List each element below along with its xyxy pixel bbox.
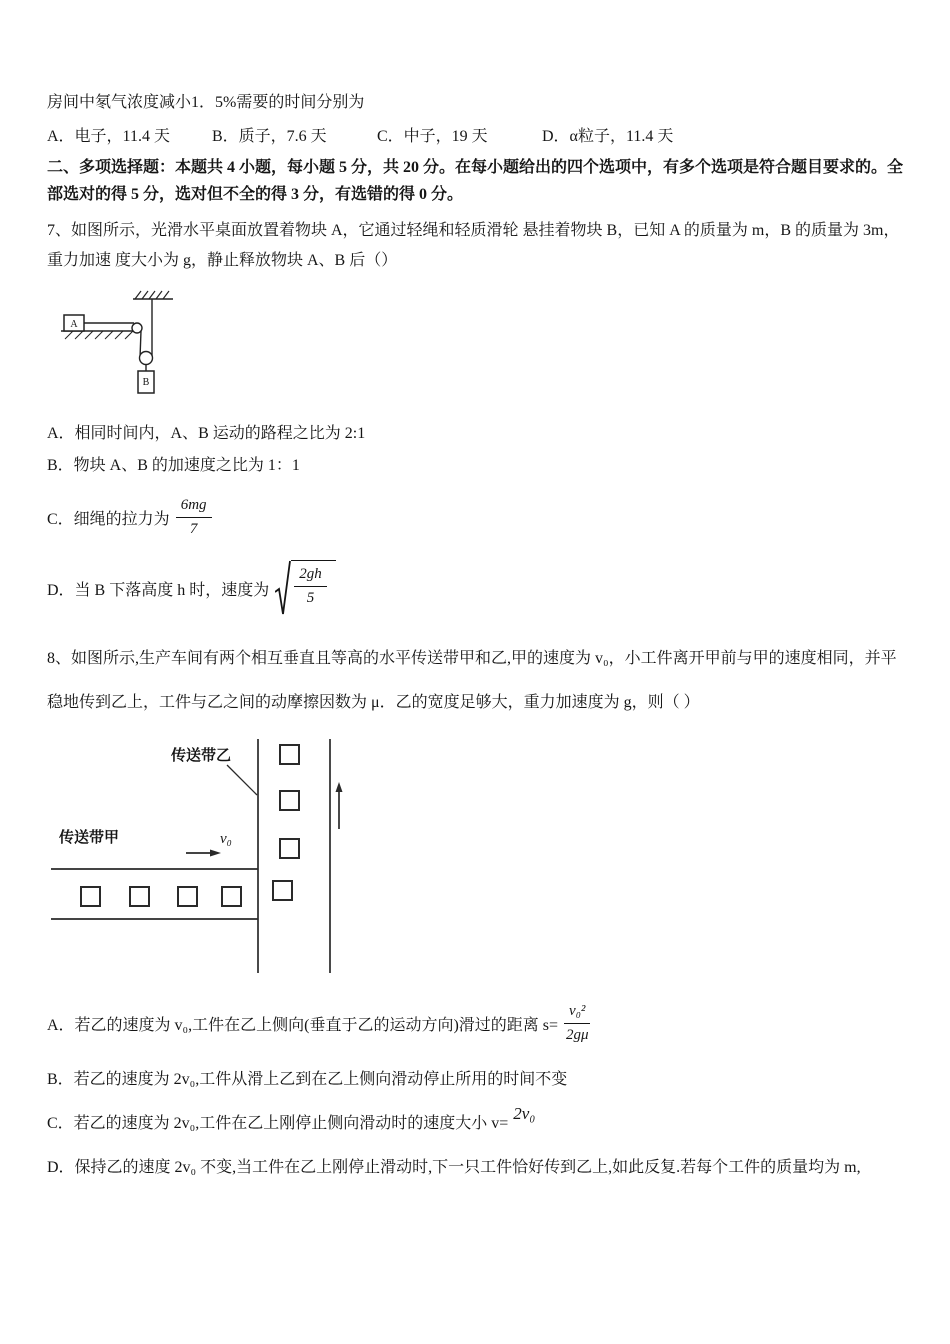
belt-jia-edges <box>51 869 258 919</box>
q7-option-c-fraction <box>176 496 212 539</box>
q7-option-d-text: D．当 B 下落高度 h 时，速度为 <box>47 581 270 599</box>
q8-option-a <box>47 997 908 1049</box>
q7-option-b: B．物块 A、B 的加速度之比为 1：1 <box>47 457 300 474</box>
fraction-numerator: 2gh <box>294 565 327 587</box>
v0-direction-arrow-icon <box>186 850 221 857</box>
block-b-label: B <box>142 377 150 388</box>
belt-yi-label-leader-line <box>227 765 257 795</box>
q8-option-d: D．保持乙的速度 2v₀ 不变,当工件在乙上刚停止滑动时,下一只工件恰好传到乙上,如此反复.若每个工件的质量均为 m, <box>47 1159 861 1176</box>
q7-option-a: A．相同时间内，A、B 运动的路程之比为 2:1 <box>47 425 366 442</box>
fraction-denominator: 5 <box>306 590 315 606</box>
block-a-label: A <box>70 319 78 330</box>
q7-option-c <box>47 491 908 543</box>
q8-figure <box>49 737 359 975</box>
q7-stem: 7、如图所示，光滑水平桌面放置着物块 A，它通过轻绳和轻质滑轮 悬挂着物块 B，已知 A 的质量为 m，B 的质量为 3m，重力加速 度大小为 g，静止释放物块 A、B 后（） <box>47 222 900 269</box>
q6-option-c: C．中子，19 天 <box>377 128 488 145</box>
workpieces-on-belt-jia <box>81 887 241 906</box>
fraction-denominator: 2gμ <box>565 1026 589 1043</box>
q6-options-row <box>47 123 908 146</box>
radical-sign-icon <box>275 560 291 616</box>
q8-option-a-fraction <box>564 1002 590 1045</box>
q6-stem-tail: 房间中氡气浓度减小1．5%需要的时间分别为 <box>47 94 365 111</box>
ceiling-hatch <box>133 291 173 299</box>
q7-figure <box>53 284 193 399</box>
q8-option-c <box>47 1103 908 1139</box>
belt-jia-label: 传送带甲 <box>59 830 120 846</box>
section2-header: 二、多项选择题：本题共 4 小题，每小题 5 分，共 20 分。在每小题给出的四个选项中，有多个选项是符合题目要求的。全部选对的得 5 分，选对但不全的得 3 分，有选错的得 0 分。 <box>47 159 904 203</box>
v0-label: v₀ <box>220 831 232 847</box>
workpieces-on-belt-yi <box>273 745 299 900</box>
q8-stem: 8、如图所示,生产车间有两个相互垂直且等高的水平传送带甲和乙,甲的速度为 v₀，小工件离开甲前与甲的速度相同，并平稳地传到乙上，工件与乙之间的动摩擦因数为 μ．乙的宽度足够大，重力加速度为 g，则（ ） <box>47 650 897 711</box>
q8-option-c-value: 2v₀ <box>513 1104 536 1123</box>
q8-option-a-text: A．若乙的速度为 v₀,工件在乙上侧向(垂直于乙的运动方向)滑过的距离 s= <box>47 1016 559 1034</box>
q6-option-a: A．电子，11.4 天 <box>47 128 170 145</box>
q7-option-d-sqrt <box>275 560 336 616</box>
belt-yi-direction-arrow-icon <box>336 782 343 829</box>
q6-option-d: D．α粒子，11.4 天 <box>542 128 674 145</box>
q8-option-c-text: C．若乙的速度为 2v₀,工件在乙上刚停止侧向滑动时的速度大小 v= <box>47 1114 509 1132</box>
q8-option-b: B．若乙的速度为 2v₀,工件从滑上乙到在乙上侧向滑动停止所用的时间不变 <box>47 1071 568 1088</box>
movable-pulley <box>140 352 153 365</box>
radicand <box>291 560 336 608</box>
fraction-numerator: v₀² <box>564 1002 590 1024</box>
belt-yi-label: 传送带乙 <box>171 748 232 764</box>
q6-option-b: B．质子，7.6 天 <box>212 128 327 145</box>
fraction-numerator: 6mg <box>176 496 212 518</box>
q7-option-c-text: C．细绳的拉力为 <box>47 510 170 528</box>
table-surface-hatch <box>61 331 141 339</box>
belt-yi-edges <box>258 739 330 973</box>
sqrt-fraction <box>294 565 327 608</box>
fraction-denominator: 7 <box>189 520 198 537</box>
q7-option-d <box>47 559 908 617</box>
